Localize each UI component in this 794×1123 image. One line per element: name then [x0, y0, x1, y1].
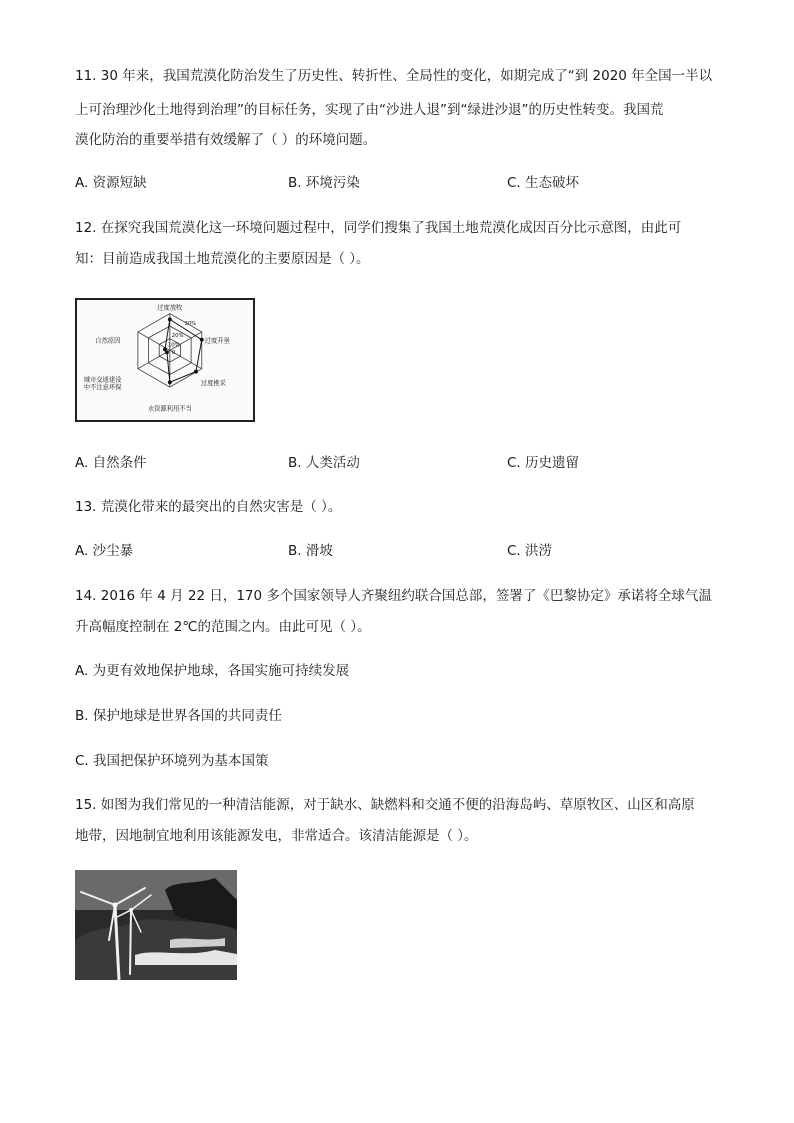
label-upper-left: 自然原因: [95, 337, 121, 345]
question-12-option-a[interactable]: A. 自然条件: [75, 455, 147, 471]
question-11-line-3: 漠化防治的重要举措有效缓解了（ ）的环境问题。: [75, 132, 377, 148]
question-14-option-a[interactable]: A. 为更有效地保护地球，各国实施可持续发展: [75, 663, 350, 679]
question-13-option-c[interactable]: C. 洪涝: [507, 543, 553, 559]
scale-label-30: 30%: [184, 321, 197, 328]
question-11-option-a[interactable]: A. 资源短缺: [75, 175, 147, 191]
label-bottom: 水资源利用不当: [147, 405, 192, 413]
wind-turbine-photo: [75, 870, 237, 980]
question-14-option-c[interactable]: C. 我国把保护环境列为基本国策: [75, 753, 269, 769]
scale-label-20: 20%: [171, 332, 184, 339]
question-14-line-2: 升高幅度控制在 2℃的范围之内。由此可见（ ）。: [75, 619, 371, 635]
question-11-line-1: 11. 30 年来，我国荒漠化防治发生了历史性、转折性、全局性的变化，如期完成了“到 2020 年全国一半以: [75, 68, 713, 84]
question-11-line-2: 上可治理沙化土地得到治理”的目标任务，实现了由“沙进人退”到“绿进沙退”的历史性转变。我国荒: [75, 102, 664, 118]
question-15-line-1: 15. 如图为我们常见的一种清洁能源，对于缺水、缺燃料和交通不便的沿海岛屿、草原牧区、山区和高原: [75, 797, 695, 813]
label-top: 过度放牧: [157, 304, 183, 312]
label-upper-right: 过度开垦: [204, 337, 230, 345]
question-13-option-a[interactable]: A. 沙尘暴: [75, 543, 134, 559]
question-15-line-2: 地带，因地制宜地利用该能源发电，非常适合。该清洁能源是（ ）。: [75, 828, 478, 844]
label-lower-left-1: 城市交通建设: [83, 376, 122, 384]
question-13-option-b[interactable]: B. 滑坡: [288, 543, 333, 559]
desertification-radar-chart: [75, 298, 255, 422]
question-11-option-c[interactable]: C. 生态破坏: [507, 175, 580, 191]
question-12-line-1: 12. 在探究我国荒漠化这一环境问题过程中，同学们搜集了我国土地荒漠化成因百分比示意图，由此可: [75, 220, 682, 236]
question-12-option-c[interactable]: C. 历史遗留: [507, 455, 580, 471]
question-12-option-b[interactable]: B. 人类活动: [288, 455, 360, 471]
question-14-line-1: 14. 2016 年 4 月 22 日，170 多个国家领导人齐聚纽约联合国总部，签署了《巴黎协定》承诺将全球气温: [75, 588, 712, 604]
question-14-option-b[interactable]: B. 保护地球是世界各国的共同责任: [75, 708, 282, 724]
scale-label-0: 0: [171, 350, 176, 357]
label-lower-left-2: 中不注意环保: [83, 384, 122, 392]
question-13-line-1: 13. 荒漠化带来的最突出的自然灾害是（ ）。: [75, 499, 342, 515]
question-12-line-2: 知：目前造成我国土地荒漠化的主要原因是（ ）。: [75, 251, 370, 267]
scale-label-10: 10%: [167, 342, 180, 349]
label-lower-right: 过度樵采: [200, 380, 226, 388]
question-11-option-b[interactable]: B. 环境污染: [288, 175, 360, 191]
